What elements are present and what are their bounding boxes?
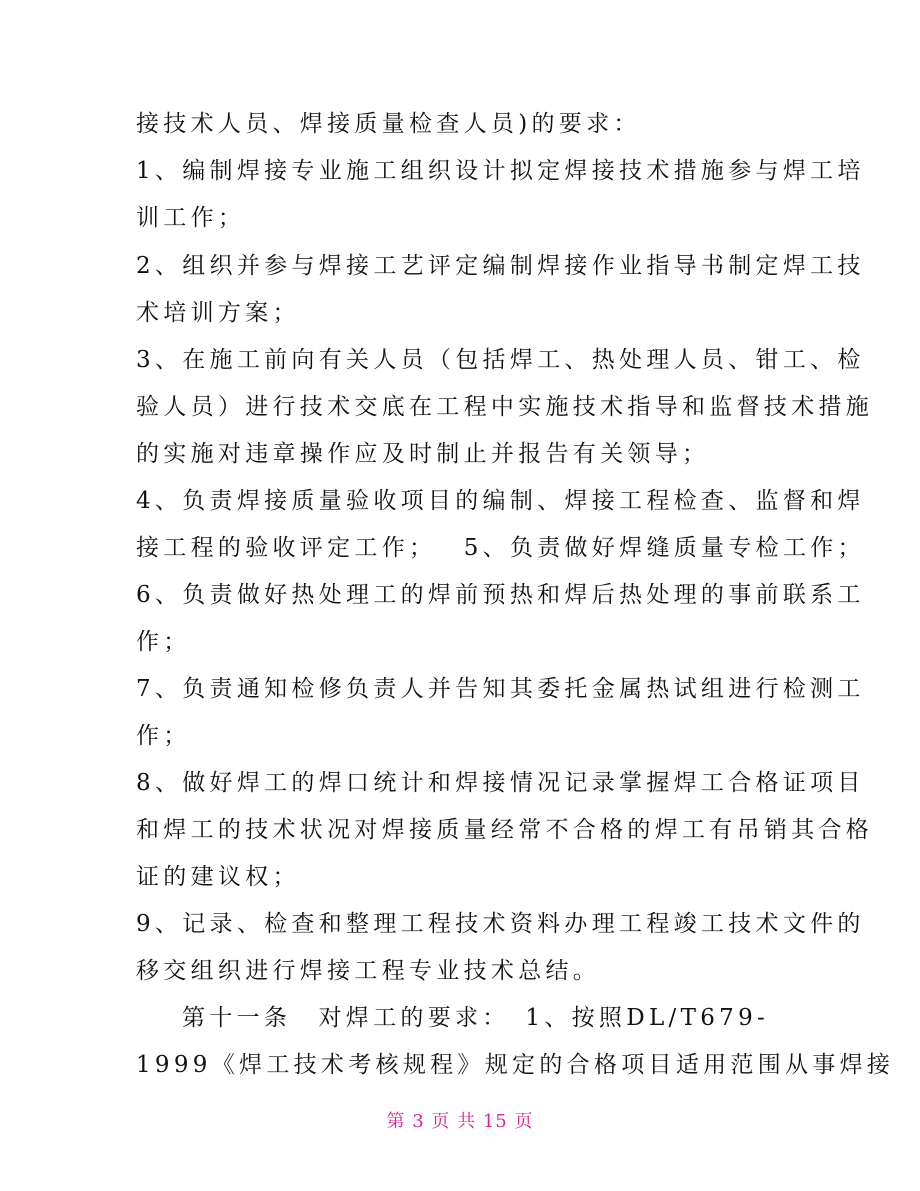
text-line-19: 移交组织进行焊接工程专业技术总结。 bbox=[136, 958, 601, 984]
text-line-6: 3、在施工前向有关人员（包括焊工、热处理人员、钳工、检 bbox=[136, 347, 865, 373]
text-line-10: 接工程的验收评定工作； 5、负责做好焊缝质量专检工作； bbox=[136, 535, 865, 561]
text-line-17: 证的建议权； bbox=[136, 864, 300, 890]
text-line-12: 作； bbox=[136, 629, 191, 655]
text-line-7: 验人员）进行技术交底在工程中实施技术指导和监督技术措施 bbox=[136, 394, 874, 420]
text-line-14: 作； bbox=[136, 723, 191, 749]
text-line-11: 6、负责做好热处理工的焊前预热和焊后热处理的事前联系工 bbox=[136, 582, 865, 608]
text-line-3: 训工作； bbox=[136, 205, 246, 231]
text-line-1: 接技术人员、焊接质量检查人员)的要求： bbox=[136, 111, 641, 137]
text-line-13: 7、负责通知检修负责人并告知其委托金属热试组进行检测工 bbox=[136, 676, 865, 702]
text-line-8: 的实施对违章操作应及时制止并报告有关领导； bbox=[136, 441, 710, 467]
text-line-20: 第十一条 对焊工的要求： 1、按照DL/T679- bbox=[182, 1005, 770, 1031]
text-line-21: 1999《焊工技术考核规程》规定的合格项目适用范围从事焊接 bbox=[136, 1052, 895, 1078]
text-line-18: 9、记录、检查和整理工程技术资料办理工程竣工技术文件的 bbox=[136, 911, 865, 937]
page-number-footer: 第 3 页 共 15 页 bbox=[386, 1111, 534, 1132]
text-line-4: 2、组织并参与焊接工艺评定编制焊接作业指导书制定焊工技 bbox=[136, 253, 865, 279]
text-line-16: 和焊工的技术状况对焊接质量经常不合格的焊工有吊销其合格 bbox=[136, 817, 874, 843]
text-line-9: 4、负责焊接质量验收项目的编制、焊接工程检查、监督和焊 bbox=[136, 488, 865, 514]
text-line-15: 8、做好焊工的焊口统计和焊接情况记录掌握焊工合格证项目 bbox=[136, 770, 865, 796]
text-line-5: 术培训方案； bbox=[136, 300, 300, 326]
text-line-2: 1、编制焊接专业施工组织设计拟定焊接技术措施参与焊工培 bbox=[136, 158, 865, 184]
